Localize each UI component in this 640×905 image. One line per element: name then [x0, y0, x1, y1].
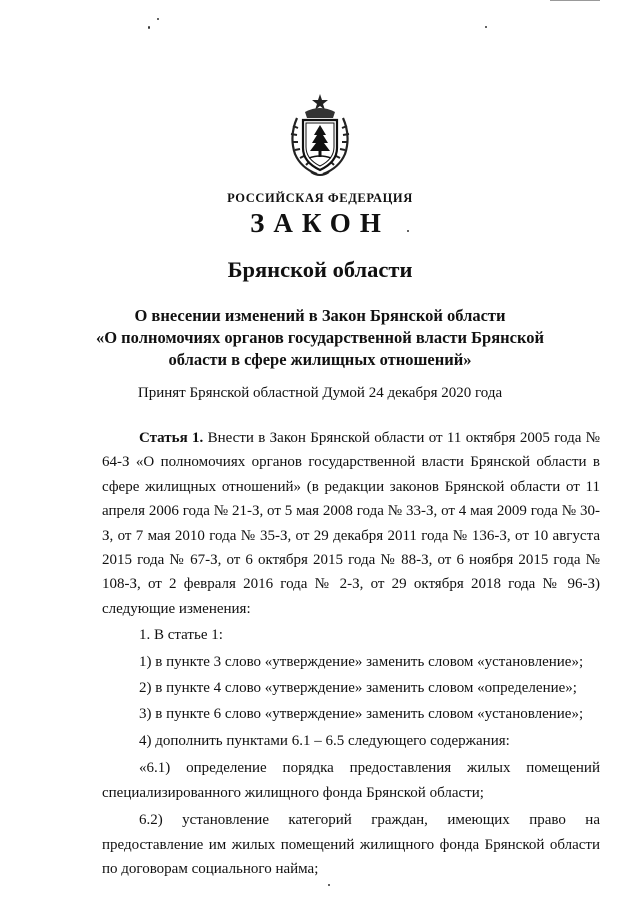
law-title-line: «О полномочиях органов государственной власти Брянской: [95, 328, 545, 347]
point-6-1-paragraph: «6.1) определение порядка предоставления жилых помещений специализированного жилищного фонда Брянской области;: [102, 760, 600, 801]
article-1-paragraph: [102, 426, 600, 621]
region-heading: Брянской области: [227, 257, 413, 282]
list-item: 1) в пункте 3 слово «утверждение» заменить словом «установление»;: [139, 653, 584, 670]
coat-of-arms-icon: [287, 92, 353, 178]
list-item: 2) в пункте 4 слово «утверждение» заменить словом «определение»;: [139, 680, 577, 697]
law-title: [80, 305, 560, 371]
list-item: 4) дополнить пунктами 6.1 – 6.5 следующего содержания:: [139, 732, 510, 749]
article-1-label: Статья 1.: [139, 430, 204, 446]
law-heading: ЗАКОН: [250, 208, 390, 238]
law-title-line: О внесении изменений в Закон Брянской области: [134, 306, 506, 325]
article-1-text: Внести в Закон Брянской области от 11 октября 2005 года № 64-З «О полномочиях органов государственной власти Брянской области в сфере жилищных отношений» (в редакции законов Брянской области от 11 апреля 2006 года № 21-З, от 5 мая 2008 года № 33-З, от 4 мая 2009 года № 30-З, от 7 мая 2010 года № 35-З, от 29 декабря 2011 года № 136-З, от 10 августа 2015 года № 67-З, от 6 октября 2015 года № 88-З, от 6 ноября 2015 года № 108-З, от 2 февраля 2016 года № 2-З, от 29 октября 2018 года № 96-З) следующие изменения:: [102, 430, 600, 617]
scan-speck: [485, 26, 487, 28]
scan-speck: [148, 26, 150, 29]
law-body: [102, 426, 600, 881]
acceptance-line: Принят Брянской областной Думой 24 декабря 2020 года: [137, 385, 503, 401]
list-item: 3) в пункте 6 слово «утверждение» заменить словом «установление»;: [139, 706, 584, 723]
federation-header: РОССИЙСКАЯ ФЕДЕРАЦИЯ: [227, 191, 413, 205]
point-6-2-paragraph: 6.2) установление категорий граждан, имеющих право на предоставление им жилых помещений жилищного фонда Брянской области по договорам социального найма;: [102, 812, 600, 877]
scan-speck: [328, 884, 330, 886]
list-item: 1. В статье 1:: [139, 627, 223, 644]
scan-edge-mark: [550, 0, 600, 1]
law-title-line: области в сфере жилищных отношений»: [168, 350, 472, 369]
scan-speck: [157, 18, 159, 20]
